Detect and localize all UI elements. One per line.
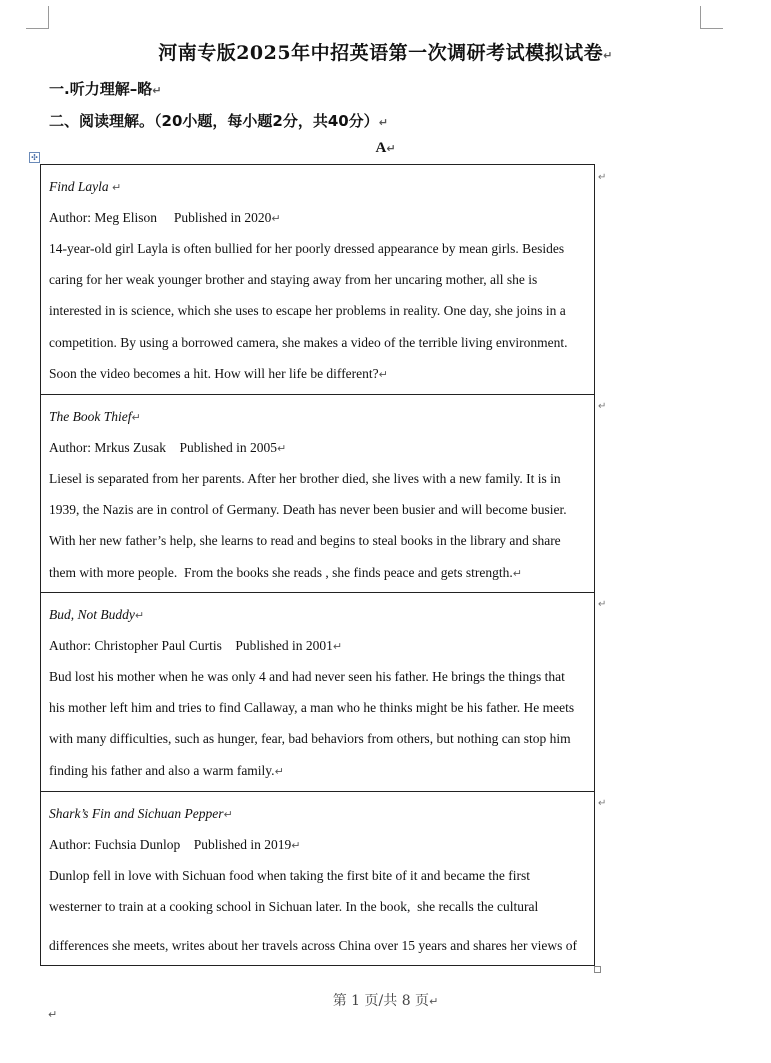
book-title: The Book Thief↵ <box>49 409 141 424</box>
book-summary-line: them with more people. From the books she reads , she finds peace and gets strength.↵ <box>49 564 522 580</box>
table-move-handle-icon[interactable]: ✣ <box>29 152 40 163</box>
book-summary-line: 1939, the Nazis are in control of Germany. Death has never been busier and will become busier. <box>49 502 567 518</box>
page-corner-mark-top-left <box>26 6 49 29</box>
book-title: Bud, Not Buddy↵ <box>49 607 145 622</box>
book-summary-line: competition. By using a borrowed camera, she makes a video of the terrible living environment. <box>49 334 568 350</box>
row-end-mark: ↵ <box>598 599 607 610</box>
book-cell[interactable] <box>41 394 594 592</box>
paragraph-mark: ↵ <box>386 142 396 155</box>
row-end-mark: ↵ <box>598 798 607 809</box>
book-summary-line: with many difficulties, such as hunger, fear, bad behaviors from others, but nothing can stop him <box>49 731 571 747</box>
book-summary-line: Liesel is separated from her parents. After her brother died, she lives with a new family. It is in <box>49 471 561 486</box>
book-summary-line: his mother left him and tries to find Callaway, a man who he thinks might be his father. He meets <box>49 700 575 716</box>
part-a-heading: A↵ <box>375 140 396 156</box>
page-footer: 第 1 页/共 8 页↵ <box>332 993 439 1009</box>
book-summary-line: caring for her weak younger brother and staying away from her uncaring mother, all she is <box>49 272 538 288</box>
paragraph-mark: ↵ <box>603 49 613 62</box>
book-summary-line: differences she meets, writes about her travels across China over 15 years and shares her views of <box>49 938 577 954</box>
book-summary-line: interested in is science, which she uses to escape her problems in reality. One day, she joins in a <box>49 303 566 319</box>
book-cell[interactable] <box>41 791 594 965</box>
section-reading-heading: 二、阅读理解。（20小题，每小题2分，共40分）↵ <box>49 112 388 130</box>
book-author: Author: Meg Elison Published in 2020↵ <box>49 210 281 225</box>
page-title: 河南专版2025年中招英语第一次调研考试模拟试卷↵ <box>158 42 613 64</box>
book-summary-line: Soon the video becomes a hit. How will her life be different?↵ <box>49 365 388 381</box>
book-author: Author: Fuchsia Dunlop Published in 2019↵ <box>49 837 301 852</box>
book-cell[interactable] <box>41 592 594 791</box>
book-title: Find Layla ↵ <box>49 179 122 194</box>
book-summary-line: Bud lost his mother when he was only 4 and had never seen his father. He brings the things that <box>49 669 565 684</box>
page-corner-mark-top-right <box>700 6 723 29</box>
book-summary-line: finding his father and also a warm family.↵ <box>49 762 284 778</box>
paragraph-mark: ↵ <box>152 84 162 97</box>
book-title: Shark’s Fin and Sichuan Pepper↵ <box>49 806 233 821</box>
books-table <box>40 164 595 966</box>
book-author: Author: Mrkus Zusak Published in 2005↵ <box>49 440 287 455</box>
paragraph-mark: ↵ <box>429 995 439 1008</box>
book-author: Author: Christopher Paul Curtis Published in 2001↵ <box>49 638 343 653</box>
section-listening-heading: 一.听力理解–略↵ <box>49 80 162 98</box>
row-end-mark: ↵ <box>598 401 607 412</box>
book-summary-line: 14-year-old girl Layla is often bullied for her poorly dressed appearance by mean girls. Besides <box>49 241 565 256</box>
row-end-mark: ↵ <box>598 172 607 183</box>
book-summary-line: westerner to train at a cooking school in Sichuan later. In the book, she recalls the cultural <box>49 899 539 915</box>
paragraph-mark: ↵ <box>378 116 388 129</box>
book-summary-line: Dunlop fell in love with Sichuan food when taking the first bite of it and became the first <box>49 868 531 883</box>
book-cell[interactable] <box>41 165 594 394</box>
paragraph-mark: ↵ <box>48 1008 58 1021</box>
table-resize-handle[interactable] <box>594 966 601 973</box>
book-summary-line: With her new father’s help, she learns to read and begins to steal books in the library and share <box>49 533 561 549</box>
